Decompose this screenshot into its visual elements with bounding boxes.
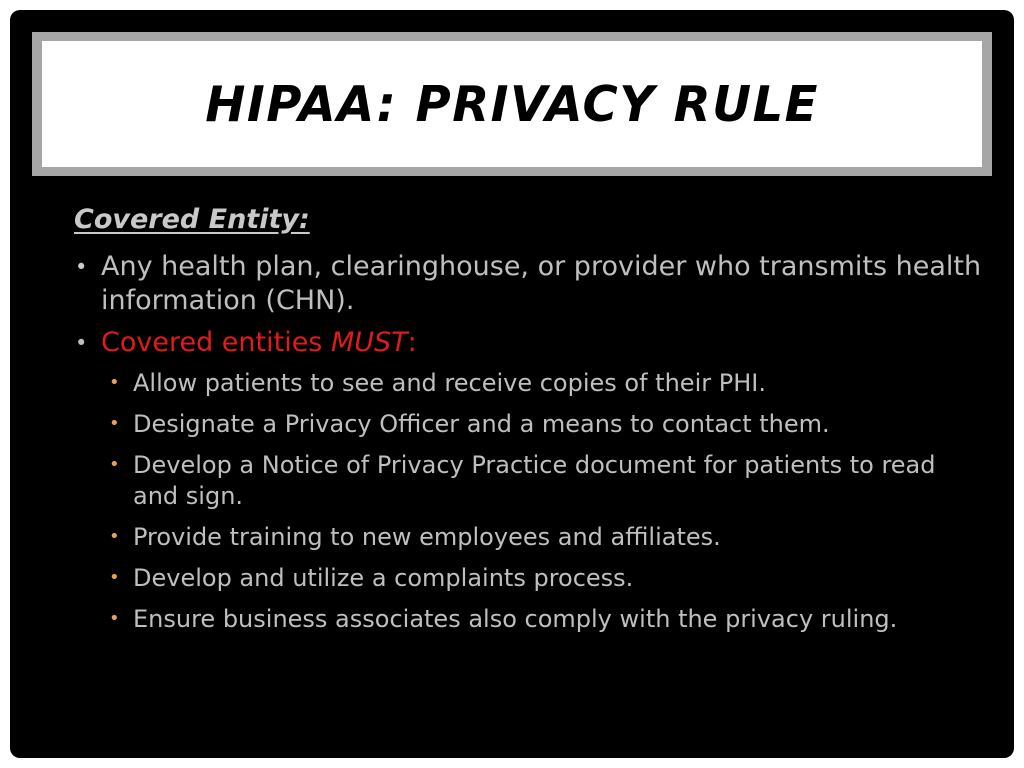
title-box (42, 41, 982, 167)
sub-bullet-text: Develop a Notice of Privacy Practice document for patients to read and sign. (133, 451, 936, 510)
sub-bullet-item (74, 409, 984, 440)
sub-bullet-dot-icon: • (109, 454, 120, 475)
sub-bullet-item (74, 522, 984, 553)
sub-bullet-dot-icon: • (109, 526, 120, 547)
bullet-dot-icon: • (75, 255, 88, 279)
sub-bullet-text: Designate a Privacy Officer and a means to contact them. (133, 410, 830, 438)
sub-bullet-item (74, 563, 984, 594)
slide-content (74, 202, 984, 645)
sub-bullet-dot-icon: • (109, 413, 120, 434)
sub-bullet-item (74, 604, 984, 635)
bullet-item (74, 250, 984, 318)
bullet-emphasis: MUST (330, 327, 408, 358)
bullet-dot-icon: • (75, 331, 88, 355)
sub-bullet-item (74, 368, 984, 399)
title-frame (32, 32, 992, 176)
slide (10, 10, 1014, 758)
bullet-suffix: : (407, 327, 417, 358)
sub-bullet-dot-icon: • (109, 567, 120, 588)
bullet-text: Covered entities (101, 327, 331, 358)
sub-bullet-text: Provide training to new employees and affiliates. (133, 523, 721, 551)
sub-bullet-dot-icon: • (109, 372, 120, 393)
bullet-text: Any health plan, clearinghouse, or provider who transmits health information (CHN). (101, 251, 982, 316)
section-heading: Covered Entity: (74, 204, 310, 235)
bullet-item (74, 326, 984, 360)
sub-bullet-item (74, 450, 984, 512)
sub-bullet-text: Ensure business associates also comply with the privacy ruling. (133, 605, 898, 633)
sub-bullet-text: Develop and utilize a complaints process. (133, 564, 634, 592)
slide-title: HIPAA: PRIVACY RULE (205, 75, 819, 133)
sub-bullet-text: Allow patients to see and receive copies of their PHI. (133, 369, 766, 397)
sub-bullet-dot-icon: • (109, 608, 120, 629)
